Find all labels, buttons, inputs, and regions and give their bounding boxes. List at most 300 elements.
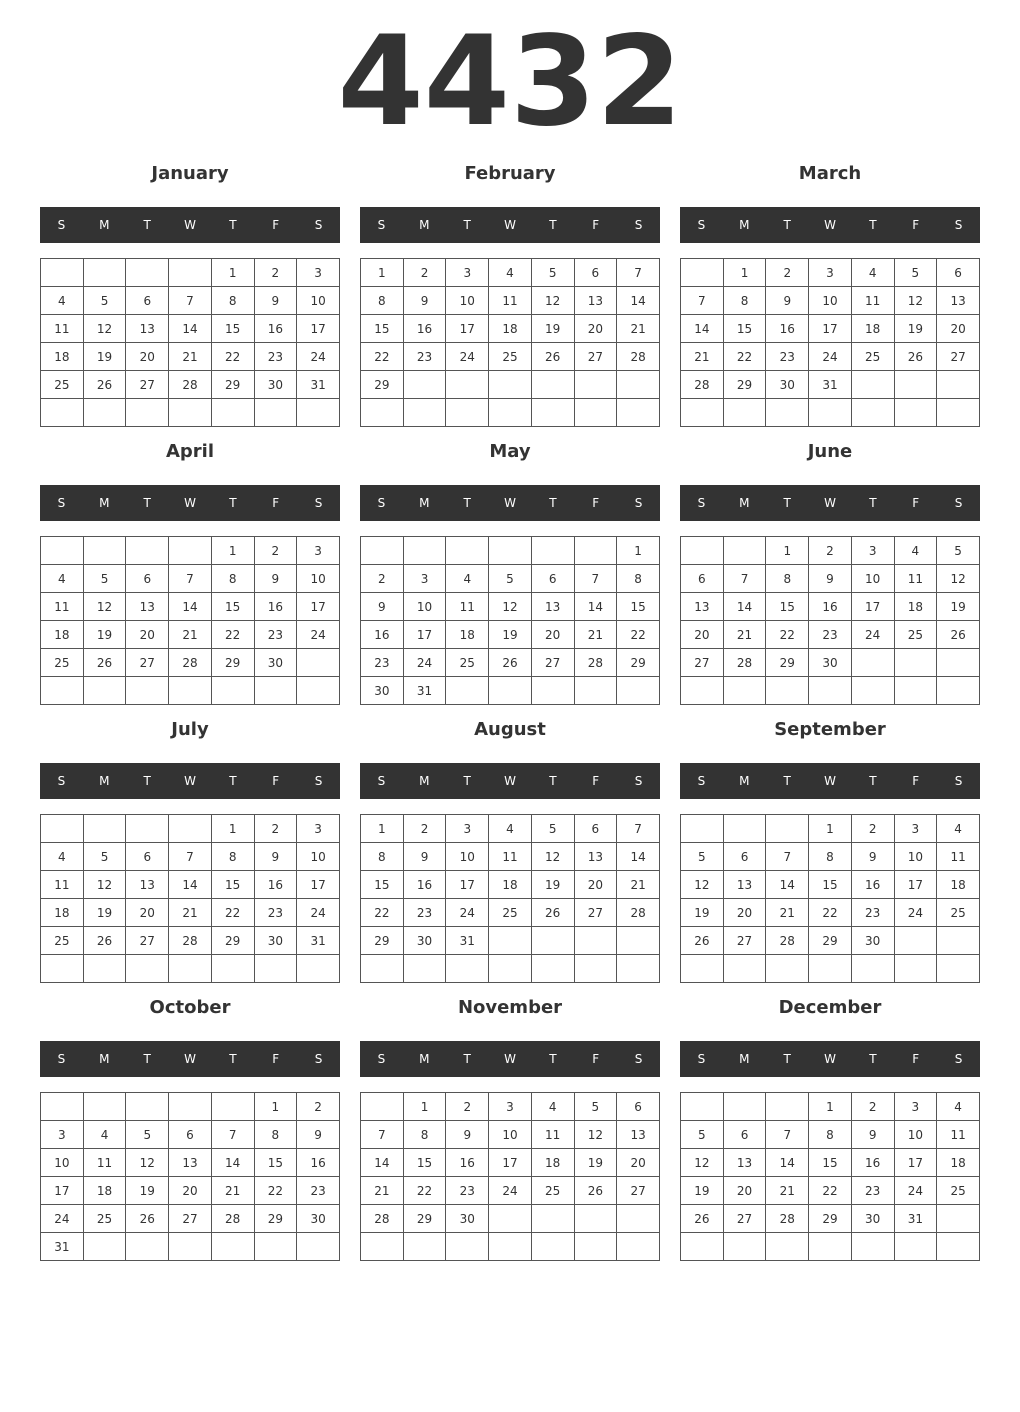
day-cell: 26 [574,1177,617,1205]
week-row [681,1205,980,1233]
day-cell: 10 [851,565,894,593]
day-cell [254,955,297,983]
day-cell: 29 [809,927,852,955]
day-cell [894,927,937,955]
week-row [361,955,660,983]
weekday-label: S [57,1052,66,1066]
day-cell [937,955,980,983]
day-cell [937,927,980,955]
day-cell [851,677,894,705]
weekday-label: S [314,218,323,232]
day-cell: 23 [403,899,446,927]
weekday-label: T [143,1052,151,1066]
day-cell: 15 [361,871,404,899]
day-cell [361,1233,404,1261]
week-row [361,565,660,593]
day-cell: 25 [83,1205,126,1233]
day-cell: 19 [894,315,937,343]
day-cell: 14 [681,315,724,343]
weekday-header [680,763,980,799]
week-row [681,593,980,621]
day-cell: 23 [446,1177,489,1205]
day-cell: 19 [83,343,126,371]
day-cell [809,955,852,983]
week-row [41,955,340,983]
week-row [361,399,660,427]
day-cell: 7 [169,843,212,871]
weekday-label: T [229,496,237,510]
day-cell: 18 [41,343,84,371]
day-cell: 27 [574,899,617,927]
day-cell: 18 [41,621,84,649]
day-cell [574,371,617,399]
day-cell [41,1093,84,1121]
day-cell [681,1233,724,1261]
day-cell: 1 [723,259,766,287]
day-cell: 1 [403,1093,446,1121]
day-cell [41,259,84,287]
week-row [41,371,340,399]
week-row [361,259,660,287]
weekday-label: T [143,496,151,510]
day-cell: 28 [361,1205,404,1233]
day-cell: 28 [574,649,617,677]
day-cell: 8 [361,287,404,315]
day-cell: 12 [681,1149,724,1177]
day-cell: 19 [681,1177,724,1205]
day-cell: 29 [211,927,254,955]
day-cell [809,399,852,427]
day-cell: 27 [723,1205,766,1233]
day-cell: 10 [41,1149,84,1177]
day-cell: 9 [766,287,809,315]
day-cell: 19 [531,315,574,343]
weekday-label: F [272,496,280,510]
day-cell: 8 [361,843,404,871]
weekday-label: S [57,774,66,788]
day-grid [680,536,980,705]
weekday-label: T [549,496,557,510]
day-cell: 2 [361,565,404,593]
day-cell: 16 [254,593,297,621]
day-cell [574,1205,617,1233]
month-name: December [778,997,882,1018]
day-cell [894,399,937,427]
day-cell: 22 [211,621,254,649]
day-cell: 23 [254,343,297,371]
weekday-label: T [549,1052,557,1066]
day-cell: 21 [211,1177,254,1205]
day-cell [681,955,724,983]
day-cell: 13 [126,593,169,621]
day-cell: 5 [83,287,126,315]
day-cell: 21 [169,343,212,371]
day-cell: 19 [83,899,126,927]
week-row [41,1205,340,1233]
day-cell: 26 [531,899,574,927]
day-cell [531,927,574,955]
day-cell: 6 [723,843,766,871]
day-cell [574,955,617,983]
day-cell: 12 [894,287,937,315]
day-cell: 13 [126,315,169,343]
day-cell: 28 [766,927,809,955]
weekday-label: S [377,1052,386,1066]
day-cell: 6 [169,1121,212,1149]
day-cell: 28 [723,649,766,677]
day-cell: 15 [361,315,404,343]
week-row [681,1149,980,1177]
month-name: January [151,163,229,184]
day-cell: 10 [446,287,489,315]
day-cell [723,955,766,983]
day-cell: 5 [681,1121,724,1149]
day-cell: 30 [851,927,894,955]
week-row [681,871,980,899]
day-cell: 16 [254,315,297,343]
day-cell: 21 [766,899,809,927]
week-row [361,1233,660,1261]
day-cell: 16 [361,621,404,649]
day-cell: 31 [446,927,489,955]
week-row [681,899,980,927]
day-cell [297,649,340,677]
day-cell: 21 [169,899,212,927]
day-cell: 16 [297,1149,340,1177]
week-row [361,927,660,955]
day-cell: 12 [531,287,574,315]
weekday-label: F [912,774,920,788]
weekday-header [40,485,340,521]
day-cell [766,1233,809,1261]
day-cell [617,955,660,983]
week-row [361,899,660,927]
day-cell: 7 [211,1121,254,1149]
day-cell: 19 [937,593,980,621]
day-cell: 5 [894,259,937,287]
day-cell: 22 [809,899,852,927]
weekday-label: M [419,1052,430,1066]
day-cell: 23 [851,899,894,927]
day-cell: 26 [894,343,937,371]
day-cell: 21 [617,871,660,899]
weekday-label: M [99,496,110,510]
day-cell: 14 [169,593,212,621]
week-row [681,955,980,983]
weekday-header [360,1041,660,1077]
weekday-label: W [504,774,516,788]
day-grid [40,1092,340,1261]
weekday-label: T [229,1052,237,1066]
day-cell: 24 [894,899,937,927]
day-cell: 3 [297,537,340,565]
day-cell: 20 [574,871,617,899]
weekday-label: W [184,774,196,788]
day-cell [894,1233,937,1261]
day-cell: 31 [41,1233,84,1261]
day-cell: 30 [297,1205,340,1233]
day-cell: 3 [894,815,937,843]
week-row [681,843,980,871]
month-name: July [171,719,209,740]
day-cell [361,537,404,565]
weekday-label: T [783,218,791,232]
week-row [41,621,340,649]
day-cell [681,815,724,843]
day-cell: 22 [211,899,254,927]
weekday-label: F [912,218,920,232]
day-cell [937,677,980,705]
week-row [41,899,340,927]
day-cell: 5 [83,565,126,593]
day-cell: 11 [894,565,937,593]
month-name: June [807,441,853,462]
weekday-label: S [314,774,323,788]
day-cell: 7 [617,259,660,287]
day-cell: 19 [681,899,724,927]
day-cell: 11 [531,1121,574,1149]
day-cell: 30 [254,371,297,399]
day-cell: 7 [723,565,766,593]
day-cell: 17 [894,1149,937,1177]
day-cell [83,1233,126,1261]
day-cell: 10 [297,565,340,593]
day-cell [681,677,724,705]
day-grid [360,814,660,983]
day-cell: 2 [297,1093,340,1121]
day-cell [211,955,254,983]
day-cell: 16 [809,593,852,621]
week-row [361,593,660,621]
day-cell: 3 [446,259,489,287]
day-cell [851,371,894,399]
day-cell: 29 [254,1205,297,1233]
day-cell: 9 [446,1121,489,1149]
day-cell: 24 [894,1177,937,1205]
day-cell: 21 [361,1177,404,1205]
day-cell [211,677,254,705]
day-cell: 11 [937,1121,980,1149]
day-cell: 23 [297,1177,340,1205]
day-cell: 24 [41,1205,84,1233]
day-cell: 10 [809,287,852,315]
week-row [361,677,660,705]
day-cell [681,259,724,287]
day-cell [211,399,254,427]
day-grid [40,536,340,705]
day-cell [766,399,809,427]
day-grid [40,258,340,427]
day-cell: 7 [574,565,617,593]
day-cell [211,1093,254,1121]
day-cell: 25 [894,621,937,649]
month-name: February [464,163,556,184]
day-cell [41,399,84,427]
day-cell: 28 [169,649,212,677]
day-cell: 25 [851,343,894,371]
day-cell [937,1205,980,1233]
weekday-label: W [824,1052,836,1066]
weekday-header [360,485,660,521]
day-cell: 5 [937,537,980,565]
day-cell: 29 [617,649,660,677]
day-cell: 10 [446,843,489,871]
weekday-label: W [184,218,196,232]
month-name: October [149,997,231,1018]
weekday-label: S [954,496,963,510]
weekday-label: T [783,496,791,510]
day-cell: 13 [617,1121,660,1149]
day-cell [723,537,766,565]
day-cell [894,677,937,705]
day-cell: 9 [851,843,894,871]
day-cell: 24 [489,1177,532,1205]
weekday-label: M [419,774,430,788]
day-cell: 22 [211,343,254,371]
day-cell [851,399,894,427]
weekday-label: F [912,496,920,510]
day-cell: 24 [446,899,489,927]
day-cell: 25 [937,899,980,927]
day-cell: 1 [361,815,404,843]
day-cell: 18 [937,871,980,899]
day-cell: 16 [766,315,809,343]
weekday-label: F [592,218,600,232]
day-cell: 9 [809,565,852,593]
day-cell: 13 [574,843,617,871]
day-cell: 12 [126,1149,169,1177]
week-row [681,927,980,955]
day-cell [617,677,660,705]
day-cell: 11 [41,871,84,899]
weekday-label: S [377,218,386,232]
weekday-label: T [549,218,557,232]
day-cell [211,1233,254,1261]
day-cell: 4 [41,565,84,593]
day-cell: 31 [297,927,340,955]
week-row [41,343,340,371]
day-cell [361,1093,404,1121]
day-cell: 20 [126,343,169,371]
day-cell: 25 [489,899,532,927]
day-cell: 18 [937,1149,980,1177]
day-cell: 3 [446,815,489,843]
weekday-label: F [272,774,280,788]
week-row [41,815,340,843]
day-cell: 26 [83,649,126,677]
day-cell [489,1205,532,1233]
day-cell [894,955,937,983]
day-cell: 13 [531,593,574,621]
day-cell: 15 [211,593,254,621]
day-cell: 23 [254,899,297,927]
day-cell: 3 [41,1121,84,1149]
day-cell [297,399,340,427]
weekday-label: W [504,218,516,232]
day-cell [446,537,489,565]
day-cell [574,399,617,427]
day-cell: 31 [894,1205,937,1233]
week-row [41,649,340,677]
day-cell: 3 [851,537,894,565]
day-cell: 29 [723,371,766,399]
weekday-label: T [463,218,471,232]
day-cell: 30 [851,1205,894,1233]
day-cell: 14 [766,871,809,899]
week-row [41,1121,340,1149]
day-cell: 23 [254,621,297,649]
week-row [361,1177,660,1205]
day-cell: 31 [297,371,340,399]
weekday-label: S [634,774,643,788]
day-cell: 26 [681,927,724,955]
day-cell: 23 [361,649,404,677]
day-cell: 15 [809,1149,852,1177]
day-cell: 15 [403,1149,446,1177]
day-cell: 3 [297,815,340,843]
day-cell: 15 [211,315,254,343]
day-cell: 2 [446,1093,489,1121]
weekday-label: F [272,1052,280,1066]
day-cell: 8 [766,565,809,593]
day-cell: 15 [211,871,254,899]
weekday-label: S [697,774,706,788]
weekday-label: T [229,218,237,232]
day-cell: 6 [574,259,617,287]
day-cell: 29 [809,1205,852,1233]
day-cell: 14 [766,1149,809,1177]
day-cell: 26 [531,343,574,371]
day-cell: 3 [403,565,446,593]
day-cell [894,649,937,677]
day-cell [41,815,84,843]
day-cell: 10 [489,1121,532,1149]
day-cell: 21 [723,621,766,649]
day-grid [360,536,660,705]
day-cell: 16 [403,315,446,343]
weekday-label: T [463,774,471,788]
day-cell [617,927,660,955]
day-cell: 12 [681,871,724,899]
day-cell [723,399,766,427]
day-cell: 31 [809,371,852,399]
weekday-label: S [697,1052,706,1066]
day-cell: 26 [126,1205,169,1233]
day-cell: 15 [254,1149,297,1177]
day-cell [937,649,980,677]
day-cell: 9 [297,1121,340,1149]
week-row [41,259,340,287]
day-cell [403,371,446,399]
weekday-label: M [739,218,750,232]
day-cell: 17 [403,621,446,649]
weekday-label: S [954,1052,963,1066]
day-cell: 19 [531,871,574,899]
day-cell: 1 [211,259,254,287]
day-cell: 11 [851,287,894,315]
month-name: March [798,163,862,184]
day-cell [531,399,574,427]
day-cell: 29 [211,649,254,677]
day-cell: 28 [211,1205,254,1233]
day-cell: 5 [83,843,126,871]
day-cell [617,1205,660,1233]
day-cell [489,371,532,399]
month-name: September [774,719,886,740]
week-row [681,343,980,371]
day-cell: 17 [446,315,489,343]
week-row [681,565,980,593]
